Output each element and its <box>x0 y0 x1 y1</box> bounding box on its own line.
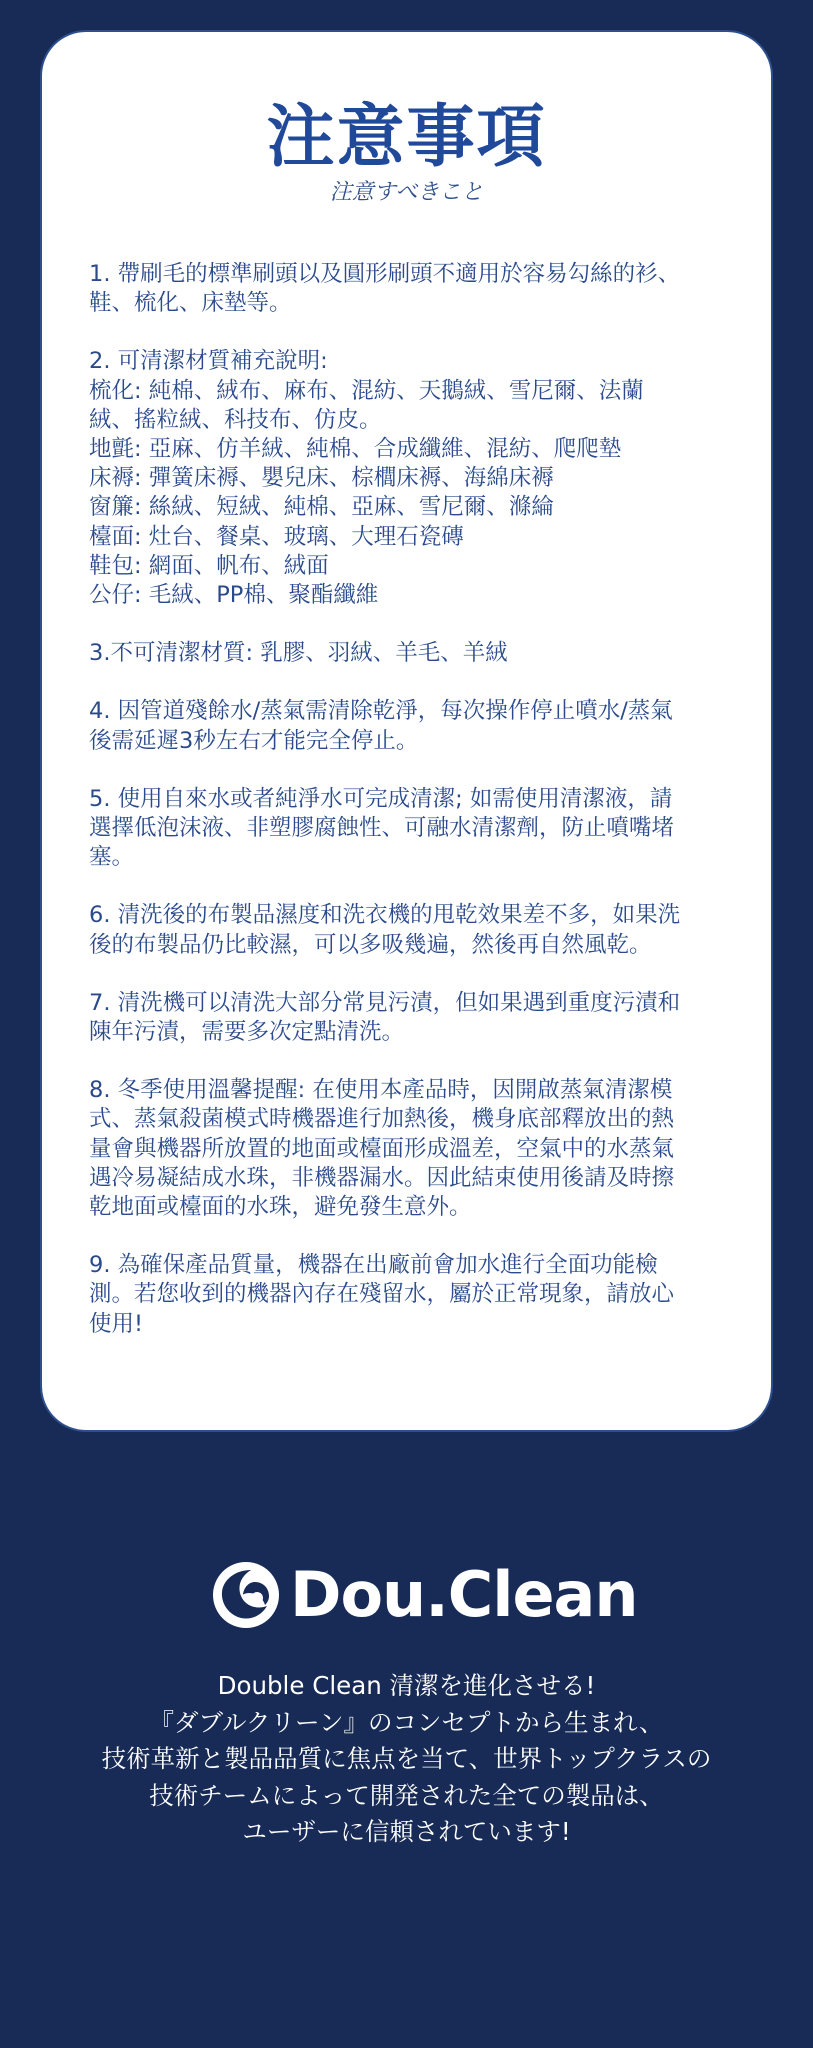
note-line: 絨、搖粒絨、科技布、仿皮。 <box>89 406 382 433</box>
note-item <box>89 785 729 873</box>
note-line: 7. 清洗機可以清洗大部分常見污漬，但如果遇到重度污漬和 <box>89 989 681 1016</box>
note-line: 後的布製品仍比較濕，可以多吸幾遍，然後再自然風乾。 <box>89 931 652 958</box>
note-item <box>89 260 729 318</box>
note-line: 檯面: 灶台、餐桌、玻璃、大理石瓷磚 <box>89 523 464 550</box>
note-line: 3.不可清潔材質: 乳膠、羽絨、羊毛、羊絨 <box>89 640 508 667</box>
tagline-line: Double Clean 清潔を進化させる! <box>217 1671 596 1700</box>
note-item <box>89 639 729 668</box>
note-line: 塞。 <box>89 844 135 871</box>
note-line: 鞋包: 網面、帆布、絨面 <box>89 552 329 579</box>
note-line: 床褥: 彈簧床褥、嬰兒床、棕櫚床褥、海綿床褥 <box>89 465 554 492</box>
note-item <box>89 697 729 755</box>
note-line: 窗簾: 絲絨、短絨、純棉、亞麻、雪尼爾、滌綸 <box>89 494 554 521</box>
note-line: 9. 為確保產品質量，機器在出廠前會加水進行全面功能檢 <box>89 1252 658 1279</box>
note-line: 5. 使用自來水或者純淨水可完成清潔; 如需使用清潔液，請 <box>89 785 673 812</box>
brand-logo <box>208 1556 638 1632</box>
note-line: 1. 帶刷毛的標準刷頭以及圓形刷頭不適用於容易勾絲的衫、 <box>89 261 681 287</box>
note-line: 後需延遲3秒左右才能完全停止。 <box>89 727 419 754</box>
notes-list <box>89 260 729 1368</box>
note-line: 乾地面或檯面的水珠，避免發生意外。 <box>89 1194 472 1221</box>
note-line: 梳化: 純棉、絨布、麻布、混紡、天鵝絨、雪尼爾、法蘭 <box>89 377 644 404</box>
note-line: 測。若您收到的機器內存在殘留水，屬於正常現象，請放心 <box>89 1281 675 1308</box>
note-line: 使用! <box>89 1310 144 1337</box>
tagline-line: 技術チームによって開発された全ての製品は、 <box>149 1780 664 1810</box>
note-item <box>89 989 729 1047</box>
tagline-line: 技術革新と製品品質に焦点を当て、世界トップクラスの <box>101 1744 712 1773</box>
note-item <box>89 347 729 610</box>
brand-tagline <box>0 1668 813 1851</box>
note-line: 遇冷易凝結成水珠，非機器漏水。因此結束使用後請及時擦 <box>89 1164 675 1191</box>
note-line: 8. 冬季使用溫馨提醒: 在使用本產品時，因開啟蒸氣清潔模 <box>89 1077 673 1104</box>
page-title: 注意事項 <box>266 98 547 177</box>
note-item <box>89 1076 729 1222</box>
note-line: 6. 清洗後的布製品濕度和洗衣機的甩乾效果差不多，如果洗 <box>89 902 681 929</box>
note-line: 地氈: 亞麻、仿羊絨、純棉、合成纖維、混紡、爬爬墊 <box>89 436 622 463</box>
brand-name: Dou.Clean <box>290 1558 638 1631</box>
tagline-line: ユーザーに信頼されています! <box>242 1817 571 1846</box>
note-item <box>89 901 729 959</box>
note-line: 量會與機器所放置的地面或檯面形成溫差，空氣中的水蒸氣 <box>89 1135 675 1162</box>
note-item <box>89 1251 729 1339</box>
note-line: 式、蒸氣殺菌模式時機器進行加熱後，機身底部釋放出的熱 <box>89 1106 675 1133</box>
note-line: 公仔: 毛絨、PP棉、聚酯纖維 <box>89 582 379 609</box>
double-clean-logo-icon <box>211 1560 281 1630</box>
note-line: 鞋、梳化、床墊等。 <box>89 290 292 317</box>
note-line: 選擇低泡沫液、非塑膠腐蝕性、可融水清潔劑，防止噴嘴堵 <box>89 815 675 842</box>
note-line: 4. 因管道殘餘水/蒸氣需清除乾淨，每次操作停止噴水/蒸氣 <box>89 698 673 725</box>
tagline-line: 『ダブルクリーン』のコンセプトから生まれ、 <box>149 1707 664 1737</box>
note-line: 2. 可清潔材質補充說明: <box>89 348 328 375</box>
note-line: 陳年污漬，需要多次定點清洗。 <box>89 1019 405 1046</box>
notice-card <box>40 30 773 1432</box>
page-subtitle: 注意すべきこと <box>329 180 484 205</box>
